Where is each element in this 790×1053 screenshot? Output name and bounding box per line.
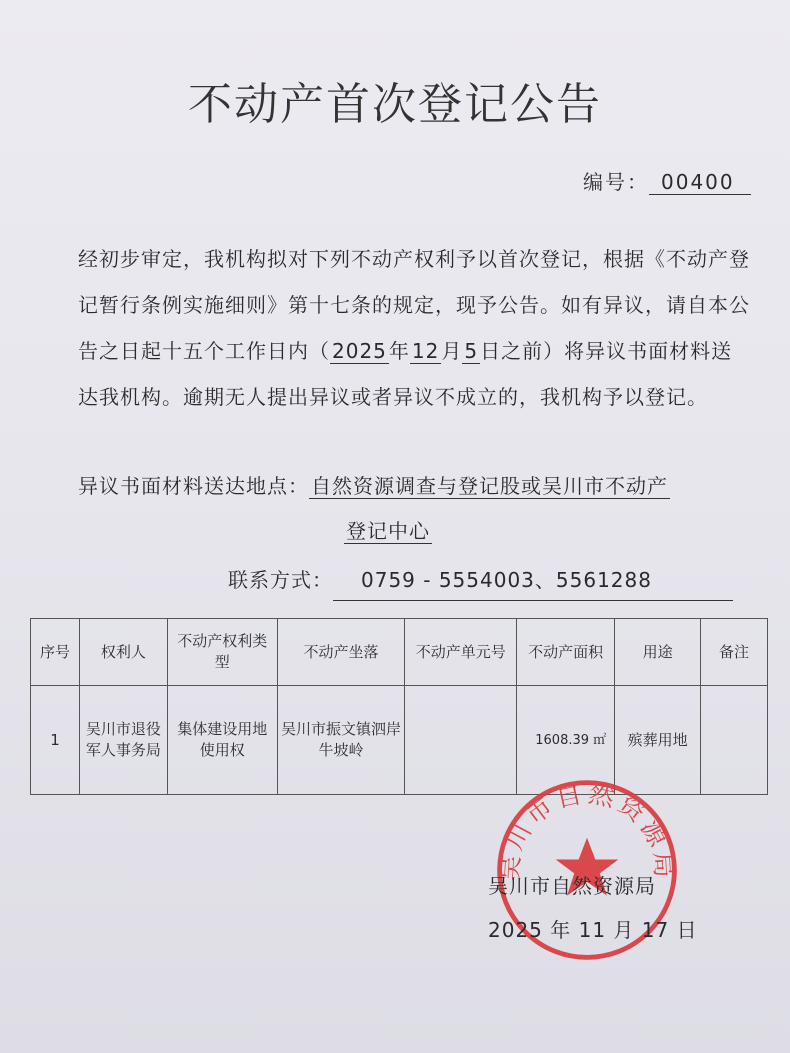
cell-area: 1608.39 ㎡ xyxy=(517,686,615,795)
deadline-month-unit: 月 xyxy=(441,339,463,363)
objection-address-value-line1: 自然资源调查与登记股或吴川市不动产 xyxy=(311,474,668,498)
deadline-year: 2025 xyxy=(332,339,387,363)
cell-usage: 殡葬用地 xyxy=(615,686,701,795)
notice-number-label: 编号： xyxy=(583,170,649,194)
notice-number-value: 00400 xyxy=(649,170,751,195)
header-owner: 权利人 xyxy=(79,619,167,686)
issue-date: 2025 年 11 月 17 日 xyxy=(488,918,698,942)
cell-location: 吴川市振文镇泗岸牛坡岭 xyxy=(277,686,405,795)
objection-address-cont xyxy=(344,511,432,551)
contact-phone: 0759 - 5554003、5561288 xyxy=(333,560,733,601)
objection-address-label: 异议书面材料送达地点： xyxy=(78,474,309,498)
deadline-month: 12 xyxy=(411,339,440,363)
header-unit-number: 不动产单元号 xyxy=(405,619,517,686)
header-seq: 序号 xyxy=(31,619,80,686)
cell-owner: 吴川市退役军人事务局 xyxy=(79,686,167,795)
cell-right-type: 集体建设用地使用权 xyxy=(167,686,277,795)
deadline-year-unit: 年 xyxy=(388,339,410,363)
contact-label: 联系方式： xyxy=(228,568,333,592)
header-usage: 用途 xyxy=(615,619,701,686)
property-table xyxy=(30,618,768,795)
cell-remarks xyxy=(701,686,768,795)
objection-address-value-line2: 登记中心 xyxy=(346,519,430,543)
header-right-type: 不动产权利类型 xyxy=(167,619,277,686)
header-location: 不动产坐落 xyxy=(277,619,405,686)
deadline-day: 5 xyxy=(464,339,479,363)
header-remarks: 备注 xyxy=(701,619,768,686)
contact-info xyxy=(228,560,733,601)
notice-number xyxy=(583,166,751,195)
table-header-row xyxy=(31,619,768,686)
cell-seq: 1 xyxy=(31,686,80,795)
seal-text: 吴川市自然资源局 xyxy=(494,778,680,883)
objection-address xyxy=(78,466,670,506)
intro-paragraph xyxy=(78,236,750,420)
intro-part2: 日之前）将异议书面材料送达我机构。逾期无人提出异议或者异议不成立的，我机构予以登记。 xyxy=(78,339,733,409)
issuer-name: 吴川市自然资源局 xyxy=(488,874,656,898)
header-area: 不动产面积 xyxy=(517,619,615,686)
page-title: 不动产首次登记公告 xyxy=(188,79,602,130)
intro-part1: 经初步审定，我机构拟对下列不动产权利予以首次登记，根据《不动产登记暂行条例实施细则》第十七条的规定，现予公告。如有异议，请自本公告之日起十五个工作日内（ xyxy=(78,247,750,363)
